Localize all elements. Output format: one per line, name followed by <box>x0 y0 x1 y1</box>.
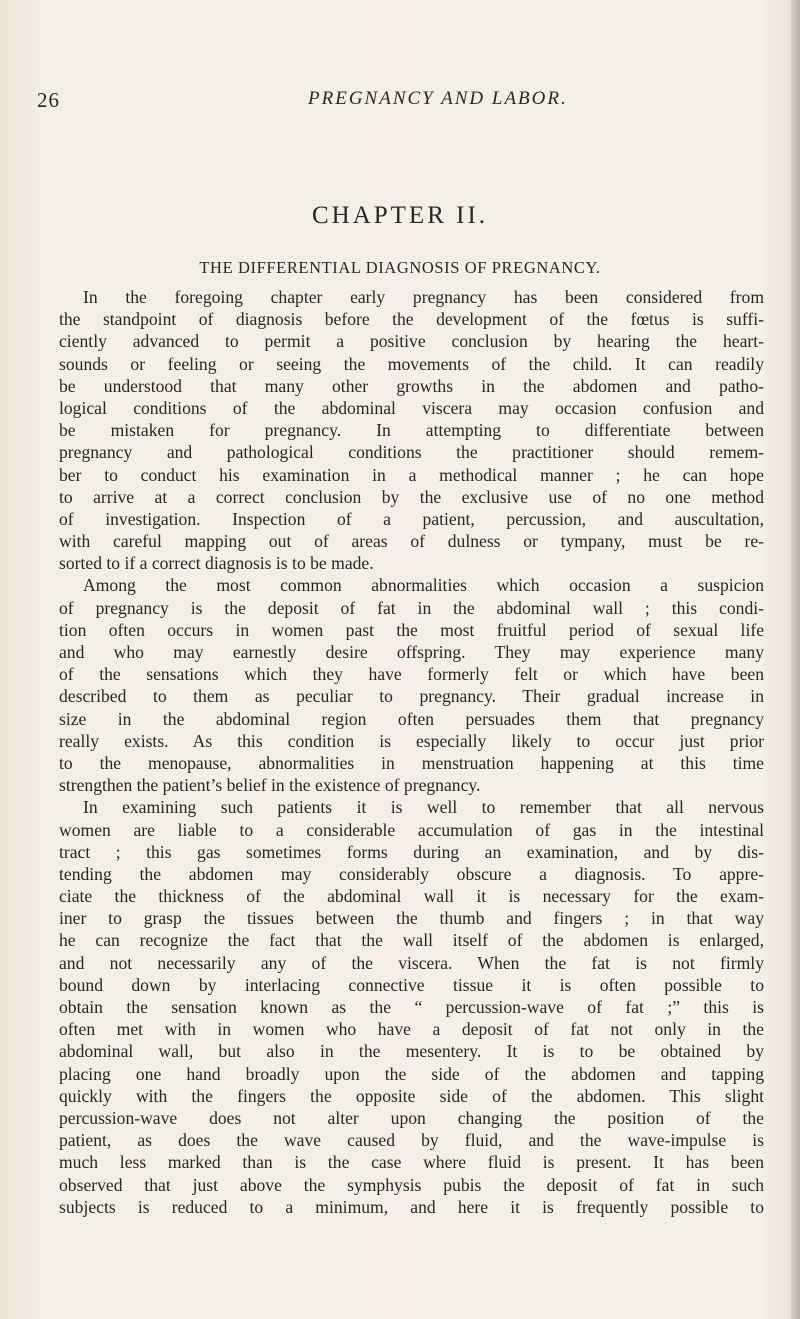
text-line: much less marked than is the case where fluid is present. It has been <box>59 1152 764 1173</box>
text-line: ciently advanced to permit a positive conclusion by hearing the heart- <box>59 331 764 352</box>
text-line: with careful mapping out of areas of dulness or tympany, must be re- <box>59 531 764 552</box>
text-line: tending the abdomen may considerably obscure a diagnosis. To appre- <box>59 863 764 884</box>
text-line: placing one hand broadly upon the side of the abdomen and tapping <box>59 1063 764 1084</box>
text-line: often met with in women who have a deposit of fat not only in the <box>59 1019 764 1040</box>
text-line: percussion-wave does not alter upon changing the position of the <box>59 1107 764 1128</box>
text-line: be understood that many other growths in the abdomen and patho- <box>59 375 764 396</box>
page-edge-shadow <box>791 0 800 1319</box>
text-line: sorted to if a correct diagnosis is to be made. <box>59 553 374 574</box>
text-line: subjects is reduced to a minimum, and here it is frequently possible to <box>59 1196 764 1217</box>
text-line: obtain the sensation known as the “ percussion-wave of fat ;” this is <box>59 997 764 1017</box>
text-line: tract ; this gas sometimes forms during an examination, and by dis- <box>59 841 764 862</box>
text-line: strengthen the patient’s belief in the existence of pregnancy. <box>59 775 481 796</box>
page-number: 26 <box>37 88 60 112</box>
running-head <box>0 88 800 112</box>
text-line: of pregnancy is the deposit of fat in the abdominal wall ; this condi- <box>59 597 764 618</box>
chapter-heading: CHAPTER II. <box>311 202 489 229</box>
text-line: tion often occurs in women past the most fruitful period of sexual life <box>59 619 764 640</box>
text-line: really exists. As this condition is especially likely to occur just prior <box>59 730 764 751</box>
text-line: size in the abdominal region often persuades them that pregnancy <box>59 708 764 729</box>
text-line: to arrive at a correct conclusion by the exclusive use of no one method <box>59 486 764 507</box>
text-line: Among the most common abnormalities which occasion a suspicion <box>83 575 764 596</box>
text-line: and who may earnestly desire offspring. They may experience many <box>59 642 764 662</box>
text-line: of investigation. Inspection of a patient, percussion, and auscultation, <box>59 508 764 529</box>
text-line: logical conditions of the abdominal viscera may occasion confusion and <box>59 397 764 418</box>
text-line: be mistaken for pregnancy. In attempting to differentiate between <box>59 420 764 441</box>
text-line: iner to grasp the tissues between the thumb and fingers ; in that way <box>59 908 764 929</box>
text-line: he can recognize the fact that the wall itself of the abdomen is enlarged, <box>59 930 764 951</box>
text-line: women are liable to a considerable accumulation of gas in the intestinal <box>59 819 764 840</box>
text-line: to the menopause, abnormalities in menstruation happening at this time <box>59 752 764 773</box>
text-line: ciate the thickness of the abdominal wall it is necessary for the exam- <box>59 886 764 907</box>
text-line: sounds or feeling or seeing the movements of the child. It can readily <box>59 353 764 374</box>
text-line: ber to conduct his examination in a methodical manner ; he can hope <box>59 464 764 485</box>
text-line: the standpoint of diagnosis before the development of the fœtus is suffi- <box>59 309 764 330</box>
text-line: In examining such patients it is well to remember that all nervous <box>83 797 764 818</box>
running-title: PREGNANCY AND LABOR. <box>308 88 568 109</box>
text-line: pregnancy and pathological conditions the practitioner should remem- <box>59 442 764 463</box>
text-line: abdominal wall, but also in the mesentery. It is to be obtained by <box>59 1041 764 1062</box>
text-line: patient, as does the wave caused by fluid, and the wave-impulse is <box>59 1130 764 1151</box>
body-text <box>59 286 764 1218</box>
chapter-title: THE DIFFERENTIAL DIAGNOSIS OF PREGNANCY. <box>199 258 601 277</box>
text-line: In the foregoing chapter early pregnancy has been considered from <box>83 287 764 307</box>
text-line: described to them as peculiar to pregnancy. Their gradual increase in <box>59 686 764 707</box>
text-line: bound down by interlacing connective tissue it is often possible to <box>59 974 764 995</box>
text-line: of the sensations which they have formerly felt or which have been <box>59 664 764 685</box>
text-line: and not necessarily any of the viscera. When the fat is not firmly <box>59 952 764 973</box>
text-line: quickly with the fingers the opposite side of the abdomen. This slight <box>59 1085 764 1106</box>
text-line: observed that just above the symphysis pubis the deposit of fat in such <box>59 1174 764 1195</box>
